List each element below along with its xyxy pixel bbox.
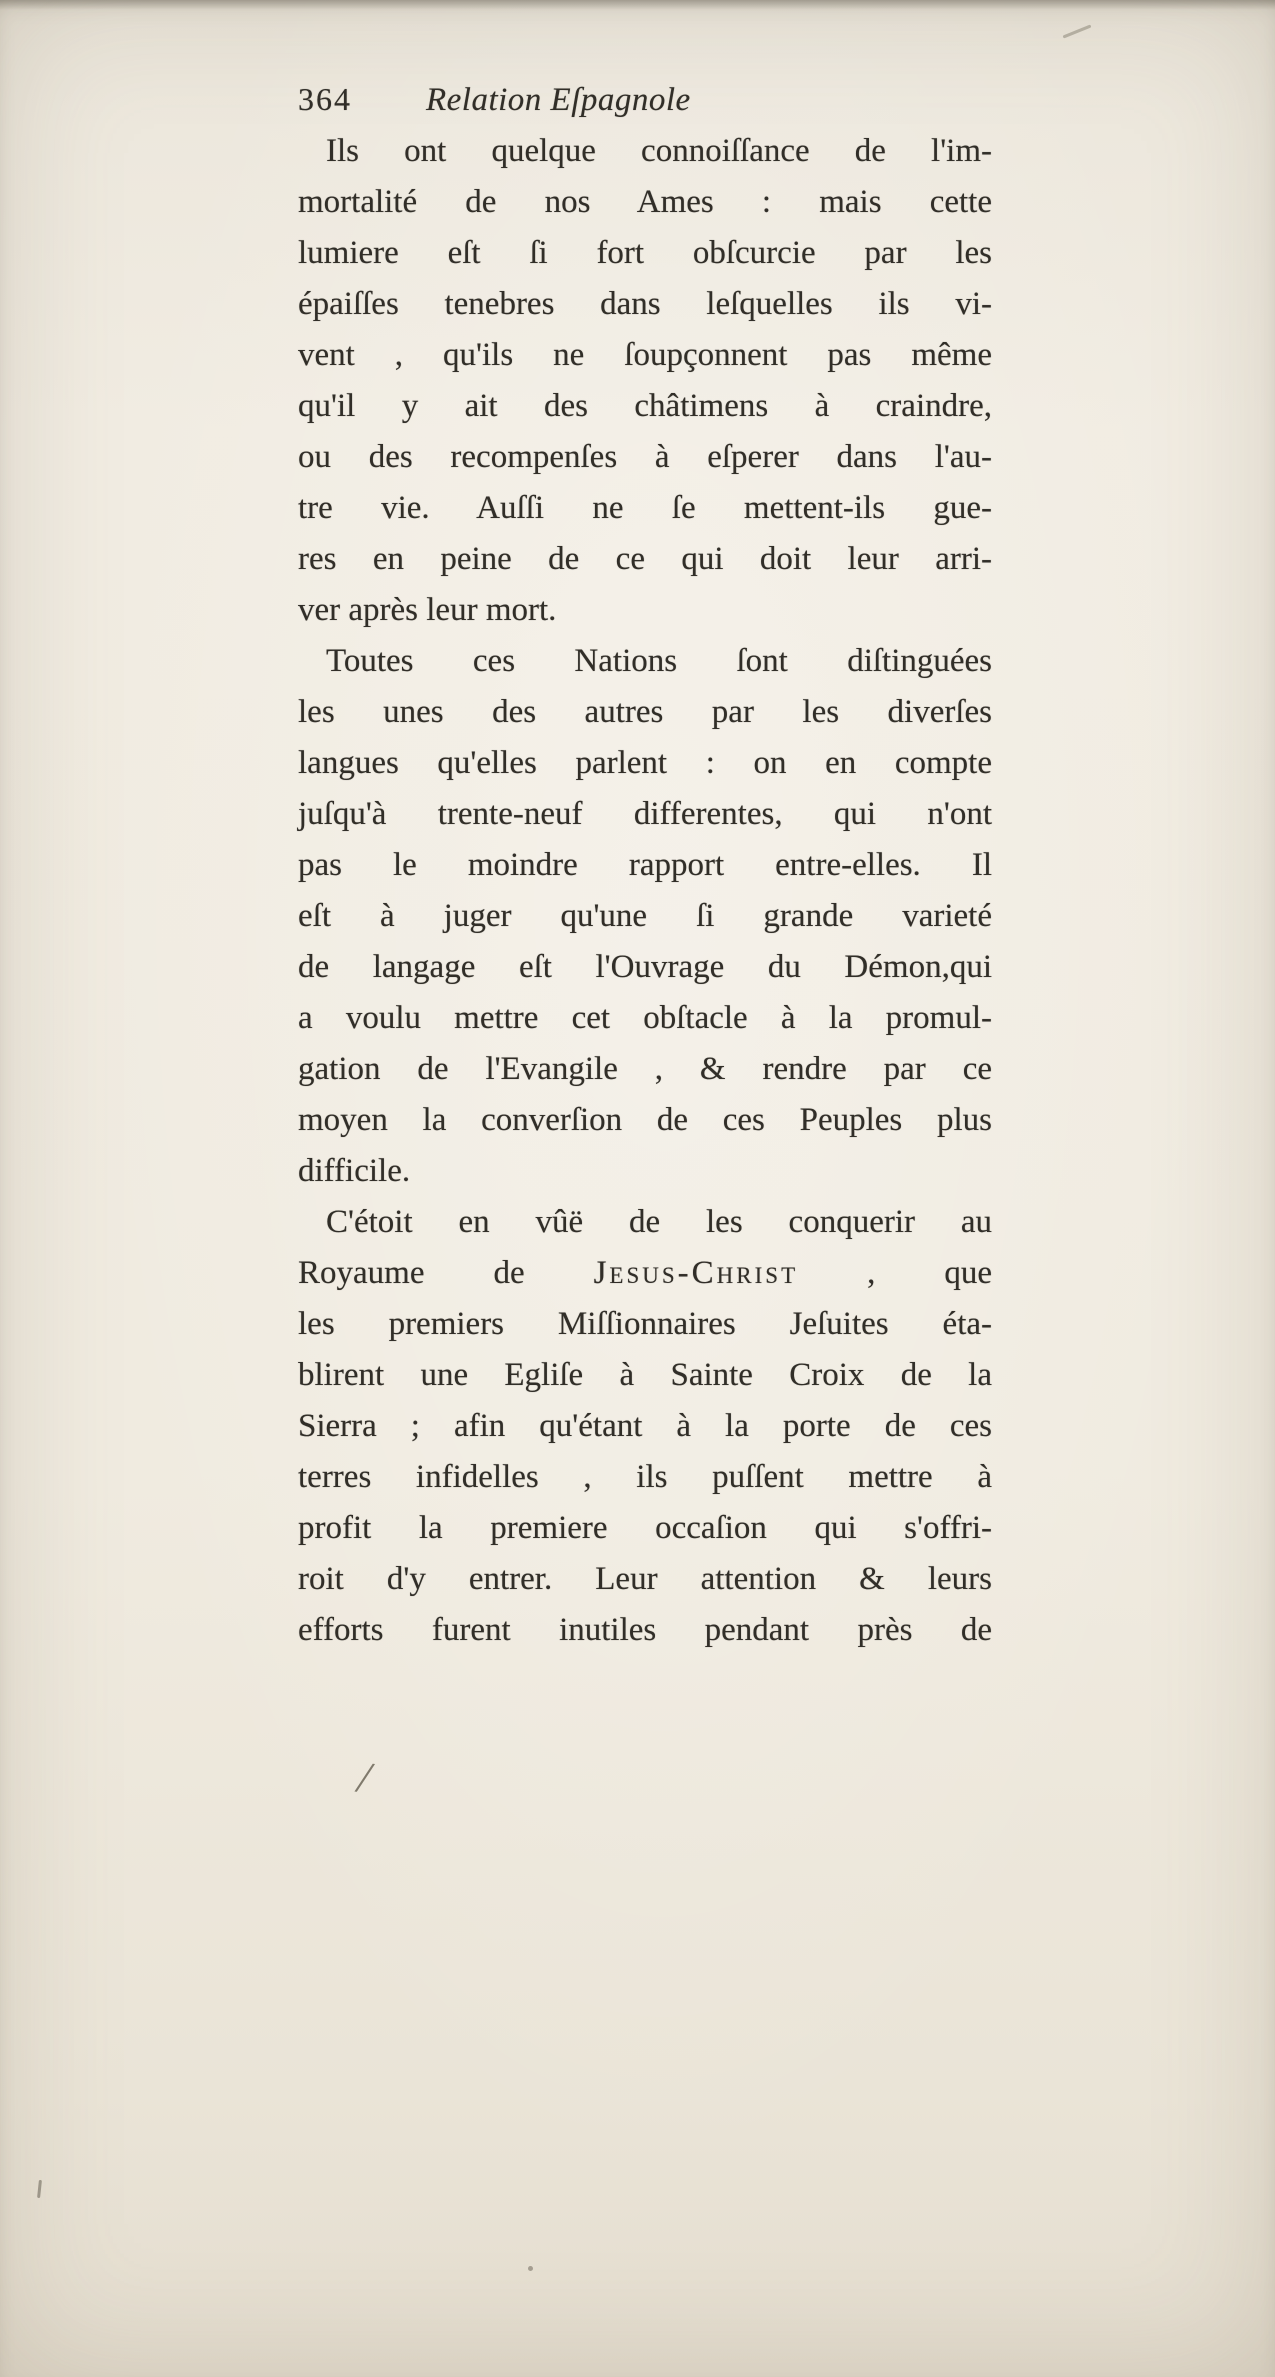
text-line xyxy=(298,738,992,789)
text-line xyxy=(298,126,992,177)
scan-artifact-dot xyxy=(528,2266,533,2271)
text-line xyxy=(298,1146,992,1197)
text-run: ou des recompenſes à eſperer dans l'au- xyxy=(298,439,992,475)
text-run: vent , qu'ils ne ſoupçonnent pas même xyxy=(298,337,992,373)
text-line xyxy=(298,1299,992,1350)
text-line xyxy=(298,942,992,993)
text-line xyxy=(298,177,992,228)
text-line xyxy=(298,1248,992,1299)
text-line xyxy=(298,840,992,891)
text-line xyxy=(298,1401,992,1452)
text-run: qu'il y ait des châtimens à craindre, xyxy=(298,388,992,424)
text-line xyxy=(298,228,992,279)
text-line xyxy=(298,585,992,636)
text-run: Toutes ces Nations ſont diſtinguées xyxy=(326,643,992,679)
text-run: tre vie. Auſſi ne ſe mettent-ils gue- xyxy=(298,490,992,526)
text-line xyxy=(298,1452,992,1503)
page-number: 364 xyxy=(298,81,352,117)
text-run: roit d'y entrer. Leur attention & leurs xyxy=(298,1561,992,1597)
text-run: blirent une Egliſe à Sainte Croix de la xyxy=(298,1357,992,1393)
text-run: profit la premiere occaſion qui s'offri- xyxy=(298,1510,992,1546)
scan-artifact-top-right xyxy=(1063,24,1092,38)
text-run: difficile. xyxy=(298,1153,411,1189)
text-run: mortalité de nos Ames : mais cette xyxy=(298,184,992,220)
text-run: pas le moindre rapport entre-elles. Il xyxy=(298,847,992,883)
text-run: res en peine de ce qui doit leur arri- xyxy=(298,541,992,577)
text-line xyxy=(298,279,992,330)
smallcaps-text: Jesus-Christ xyxy=(593,1255,799,1291)
text-line xyxy=(298,1095,992,1146)
running-head xyxy=(298,74,992,126)
text-line xyxy=(298,993,992,1044)
text-run: Sierra ; afin qu'étant à la porte de ces xyxy=(298,1408,992,1444)
text-line xyxy=(298,891,992,942)
text-run: lumiere eſt ſi fort obſcurcie par les xyxy=(298,235,992,271)
text-line xyxy=(298,330,992,381)
body-paragraphs xyxy=(298,126,992,1656)
text-run: les premiers Miſſionnaires Jeſuites éta- xyxy=(298,1306,992,1342)
text-run: C'étoit en vûë de les conquerir au xyxy=(326,1204,992,1240)
text-line xyxy=(298,1350,992,1401)
running-title: Relation Eſpagnole xyxy=(426,82,691,118)
text-run: langues qu'elles parlent : on en compte xyxy=(298,745,992,781)
text-run: Ils ont quelque connoiſſance de l'im- xyxy=(326,133,992,169)
text-line xyxy=(298,1503,992,1554)
pen-mark-slash: / xyxy=(355,1752,373,1803)
text-run: eſt à juger qu'une ſi grande varieté xyxy=(298,898,992,934)
scan-artifact-left-edge xyxy=(37,2180,42,2198)
text-line xyxy=(298,687,992,738)
text-run: les unes des autres par les diverſes xyxy=(298,694,992,730)
text-run: gation de l'Evangile , & rendre par ce xyxy=(298,1051,992,1087)
text-line xyxy=(298,534,992,585)
text-run: a voulu mettre cet obſtacle à la promul- xyxy=(298,1000,992,1036)
text-run: juſqu'à trente-neuf differentes, qui n'ont xyxy=(298,796,992,832)
text-line xyxy=(298,1605,992,1656)
text-line xyxy=(298,432,992,483)
text-run: de langage eſt l'Ouvrage du Démon,qui xyxy=(298,949,992,985)
text-block xyxy=(298,74,992,1656)
text-line xyxy=(298,483,992,534)
text-line xyxy=(298,1554,992,1605)
text-line xyxy=(298,1197,992,1248)
text-run: terres infidelles , ils puſſent mettre à xyxy=(298,1459,992,1495)
text-run: Royaume de xyxy=(298,1255,594,1291)
text-run: ver après leur mort. xyxy=(298,592,557,628)
text-line xyxy=(298,636,992,687)
text-line xyxy=(298,381,992,432)
text-line xyxy=(298,1044,992,1095)
text-line xyxy=(298,789,992,840)
text-run: épaiſſes tenebres dans leſquelles ils vi- xyxy=(298,286,992,322)
text-run: , que xyxy=(798,1255,992,1291)
text-run: efforts furent inutiles pendant près de xyxy=(298,1612,992,1648)
text-run: moyen la converſion de ces Peuples plus xyxy=(298,1102,992,1138)
